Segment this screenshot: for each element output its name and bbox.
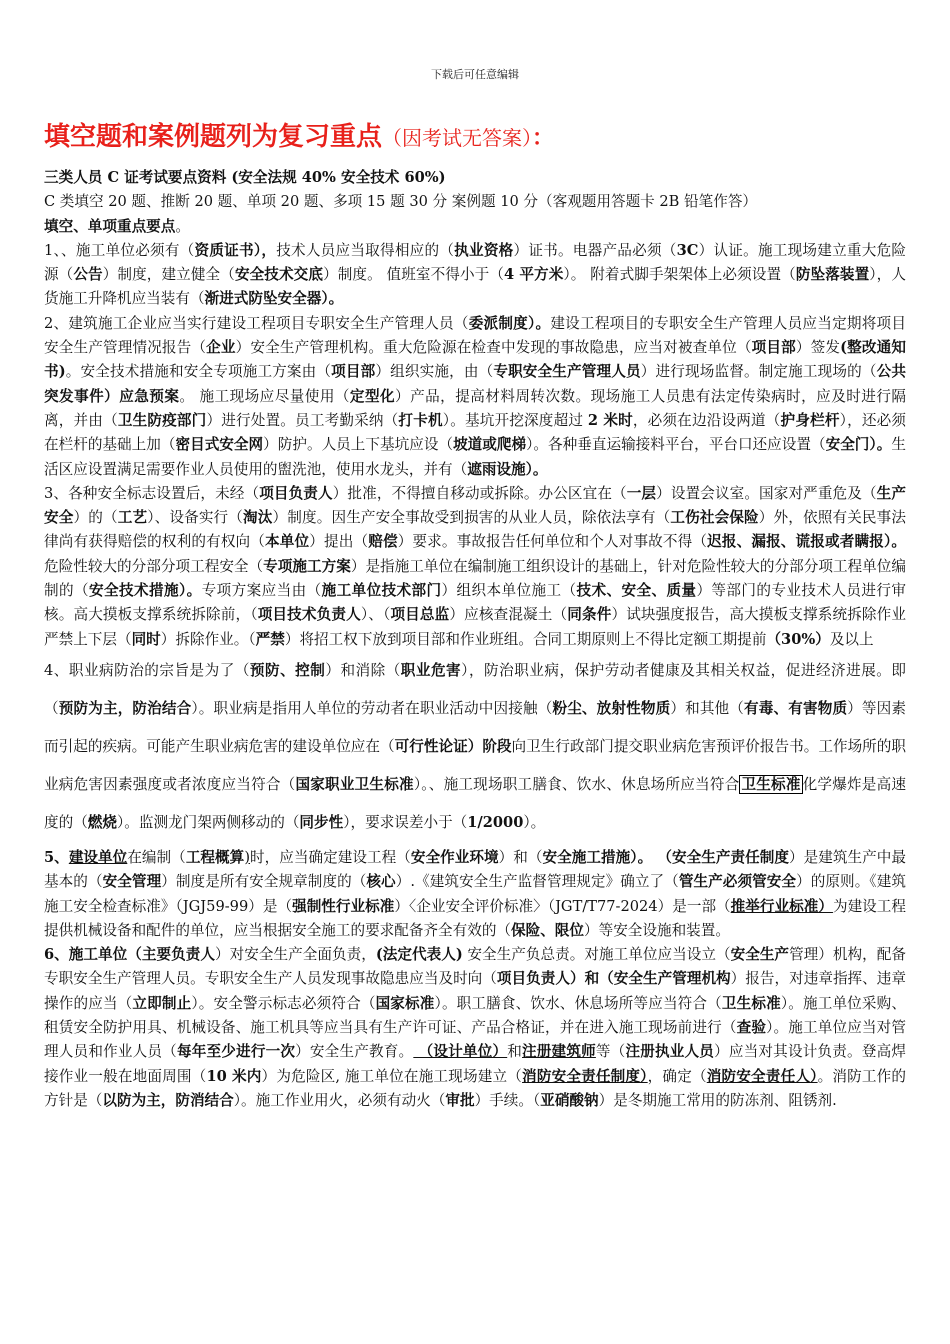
section-5-run: 强制性行业标准	[292, 897, 395, 915]
section-3-run: 危险性较大的分部分项工程安全（	[44, 557, 264, 575]
section-3-run: ）组织本单位施工（	[441, 582, 577, 600]
section-3-run: 技术、安全、质量	[576, 582, 697, 600]
section-2-run: ，必须在边沿设两道（	[632, 411, 781, 429]
section-5-run: 推举行业标准）	[730, 897, 833, 915]
section-5-run: ）〈企业安全评价标准〉（JGT/T77-2024）是一部（	[394, 897, 731, 915]
section-4-run: ）和其他（	[670, 699, 745, 717]
section-6-run: ）报告，对违章指挥、违章操作的应当（	[44, 970, 906, 1012]
section-5-run: 安全管理	[102, 873, 162, 891]
section-6-run: 卫生标准	[721, 994, 781, 1012]
section-5-run: 为建设工程提供机械设备和配件的单位，应当根据安全施工的要求配备齐全有效的（	[44, 897, 906, 939]
section-2-run: 建设工程项目的专职安全生产管理人员应当定期将项目安全生产管理情况报告（	[44, 314, 906, 357]
section-3-run: 同条件	[567, 606, 612, 624]
section-3-run: 专项施工方案	[263, 557, 351, 575]
section-2-run: 安全门	[825, 436, 870, 454]
section-3-run: 及以上	[829, 630, 874, 648]
section-1-run: 公告	[73, 266, 103, 284]
section-6-run: ）。安全警示标志必须符合（	[191, 994, 376, 1012]
section-1-run: 技术人员应当取得相应的（	[276, 241, 455, 259]
section-5-run: ）。 （	[630, 848, 672, 866]
section-1-run: 防坠落装置	[795, 266, 870, 284]
section-5-run: ）是建筑生产中最基本的（	[44, 848, 906, 891]
section-6-run: ）应当对其设计负责。登高焊接作业一般在地面周围（	[44, 1043, 906, 1085]
section-3-run: ）批准，不得擅自移动或拆除。办公区宜在（	[332, 484, 627, 502]
section-3-run: ）拆除作业。（	[160, 630, 256, 648]
section-6-run: ）是冬期施工常用的防冻剂、阻锈剂.	[598, 1091, 837, 1109]
section-1-run: ）证书。电器产品必须（	[513, 241, 677, 259]
section-2-run: 打卡机	[398, 411, 443, 429]
section-6-run: 。消防工作的方针是（	[44, 1067, 907, 1109]
section-5-run: 安全作业环境	[410, 848, 499, 866]
section-2-run: ）。	[528, 314, 551, 332]
section-1-run: ），	[253, 241, 277, 259]
section-1-run: 安全技术交底	[234, 266, 324, 284]
section-5-run: ）等安全设施和装置。	[584, 921, 730, 939]
section-6-run: 10 米内	[206, 1067, 262, 1085]
section-6-run: ）。施工单位采购、租赁安全防护用具、机械设备、施工机具等应当具有生产许可证、产品合格证，并在进入施工现场前进行（	[44, 994, 906, 1037]
section-2-run: ）。	[525, 460, 548, 478]
section-4-run: 同步性	[299, 813, 344, 831]
section-3-run: ）设置会议室。国家对严重危及（	[656, 484, 877, 502]
section-3-run: ）试块强度报告，高大摸板支撑系统拆除作业严禁上下层（	[44, 606, 906, 648]
intro-line-1: 三类人员 C 证考试要点资料 (安全法规 40% 安全技术 60%)	[44, 169, 446, 186]
section-2-run: 护身栏杆	[780, 411, 840, 429]
section-3-run: 同时	[131, 630, 161, 648]
section-2-run: (整改通知书)	[44, 339, 906, 381]
section-6-run: 安全生产负总责。对施工单位应当设立（	[462, 946, 731, 964]
section-5-run: 工程概算	[185, 848, 245, 866]
section-1-run: ）。 附着式脚手架架体上必须设置（	[563, 266, 796, 284]
section-2-run: 遮雨设施	[467, 460, 526, 478]
section-3-run: 生产安全	[44, 484, 906, 527]
header-note: 下载后可任意编辑	[431, 68, 519, 81]
section-1-run: ），人货施工升降机应当装有（	[44, 266, 906, 308]
section-5-run: 保险、限位	[511, 921, 584, 939]
section-2-run: 委派制度	[468, 314, 528, 332]
section-3-run: ）是指施工单位在编制施工组织设计的基础上，针对危险性较大的分部分项工程单位编制的（	[44, 557, 906, 600]
section-3-run: 淘汰	[243, 509, 273, 527]
section-4-run: 燃烧	[87, 813, 117, 831]
section-2	[44, 312, 906, 482]
section-2-run: 坡道或爬梯	[453, 436, 527, 454]
title-subtitle: （因考试无答案）	[382, 126, 533, 150]
section-3-run: ）外，依照有关民事法律尚有获得赔偿的权利的有权向（	[44, 509, 906, 551]
section-2-run: 公共突发事件）应急预案	[44, 363, 906, 405]
section-1-run: ）认证。施工现场建立重大危险源（	[44, 241, 906, 284]
section-4-run: ）。	[523, 813, 546, 831]
section-4	[44, 652, 906, 842]
intro-line-3-tail: 。	[175, 217, 190, 235]
section-4-run: ）等因素而引起的疾病。可能产生职业病危害的建设单位应在（	[44, 699, 906, 755]
section-6-run: ）为危险区, 施工单位在施工现场建立（	[261, 1067, 523, 1085]
title-colon: ：	[532, 125, 555, 151]
section-2-run: 2、建筑施工企业应当实行建设工程项目专职安全生产管理人员（	[44, 314, 469, 332]
section-5-run: 在编制（	[127, 848, 186, 866]
section-4-run: 化学爆炸是高速度的（	[44, 775, 906, 831]
section-5-run: 安全生产责任制度	[671, 848, 789, 866]
section-2-run: ）进行现场监督。制定施工现场的（	[640, 363, 877, 381]
section-6-run: 安全生产	[730, 946, 790, 964]
section-2-run: 企业	[206, 339, 236, 357]
section-2-run: 密目式安全网	[175, 436, 264, 454]
section-3-run: ）将招工权下放到项目部和作业班组。合同工期原则上不得比定额工期提前	[284, 630, 767, 648]
section-4-run: 预防、控制	[249, 661, 326, 679]
section-3-run: ）、（	[360, 606, 391, 624]
section-6-run: 审批	[445, 1091, 475, 1109]
section-6-run: 亚硝酸钠	[540, 1091, 599, 1109]
section-6-run: ）。施工单位应当对管理人员和作业人员（	[44, 1019, 906, 1061]
section-3-run: 安全技术措施	[88, 582, 179, 600]
section-3-run: ）。	[178, 582, 202, 600]
section-6-run: 6、施工单位（	[44, 946, 142, 964]
section-5-run: )	[244, 848, 251, 866]
section-1-run: 资质证书	[194, 241, 254, 259]
section-1-run: 渐进式防坠安全器	[204, 290, 322, 308]
section-6-run: 注册建筑师	[522, 1043, 596, 1061]
section-5-run: ）制度是所有安全规章制度的（	[161, 873, 367, 891]
section-3-run: 工伤社会保险	[670, 509, 759, 527]
section-5-run: ）.《建筑安全生产监督管理规定》确立了（	[395, 873, 679, 891]
page-title	[44, 120, 924, 155]
section-3-run: ）的（	[73, 509, 118, 527]
section-3-run: 专项方案应当由（	[201, 582, 322, 600]
section-2-run: ）产品，提高材料周转次数。现场施工人员患有法定传染病时，应及时进行隔离，并由（	[44, 387, 906, 429]
section-6-run: ）安全生产教育。	[295, 1043, 414, 1061]
section-3-run: ）应核查混凝土（	[449, 606, 568, 624]
section-2-run: 项目部	[751, 339, 796, 357]
section-4-run: 国家职业卫生标准	[295, 775, 414, 793]
section-2-run: 卫生防疫部门	[117, 411, 207, 429]
section-3-run: ）制度。因生产安全事故受到损害的从业人员，除依法享有（	[272, 509, 671, 527]
section-2-run: ）。基坑开挖深度超过	[442, 411, 588, 429]
section-5	[44, 846, 906, 943]
section-6-run: ）手续。（	[474, 1091, 541, 1109]
section-2-run: 2 米时	[587, 411, 633, 429]
intro-line-3	[44, 215, 906, 239]
section-6-run: 主要负责人	[141, 946, 216, 964]
section-3-run: 项目总监	[390, 606, 450, 624]
section-1-run: 4 平方米	[504, 266, 564, 284]
section-3-run: ）。	[883, 533, 906, 551]
section-3-run: 项目技术负责人	[257, 606, 361, 624]
section-6-run: 项目负责人）和（安全生产管理机构	[496, 970, 731, 988]
section-5-run: 安全施工措施	[542, 848, 631, 866]
section-2-run: ），还必须在栏杆的基础上加（	[44, 411, 906, 454]
section-5-run: ）的原则。《建筑施工安全检查标准》（JGJ59-99）是（	[44, 873, 906, 915]
section-3-run: ）、设备实行（	[147, 509, 244, 527]
section-2-run: ）。各种垂直运输接料平台，平台口还应设置（	[526, 436, 826, 454]
section-1	[44, 239, 906, 312]
section-2-run: 。安全技术措施和安全专项施工方案由（	[65, 363, 332, 381]
section-3-run: 迟报、漏报、谎报或者瞒报	[707, 533, 884, 551]
section-2-run: ）进行处置。员工考勤采纳（	[206, 411, 399, 429]
section-3-run: ）等部门的专业技术人员进行审核。高大摸板支撑系统拆除前，（	[44, 582, 906, 624]
section-6-run: (法定代表人)	[375, 946, 463, 964]
section-1-run: ）制度，建立健全（	[102, 266, 235, 284]
section-4-run: ），要求误差小于（	[343, 813, 468, 831]
section-2-run: 定型化	[349, 387, 396, 405]
section-3-run: 本单位	[265, 533, 310, 551]
section-4-run: ）。、施工现场职工膳食、饮水、休息场所应当符合	[413, 775, 740, 793]
section-4-run: 向卫生行政部门提交职业病危害预评价报告书。工作场所的职业病危害因素强度或者浓度应当符合（	[44, 737, 906, 793]
section-2-run: 项目部	[331, 363, 376, 381]
section-4-run: 粉尘、放射性物质	[552, 699, 671, 717]
section-6	[44, 943, 906, 1113]
section-3-run: 3、各种安全标志设置后，未经（	[44, 484, 260, 502]
section-4-run: 卫生标准	[741, 775, 801, 793]
section-6-run: （设计单位）	[413, 1043, 508, 1061]
section-4-run: 4、职业病防治的宗旨是为了（	[44, 661, 250, 679]
section-4-run: 1/2000	[467, 813, 524, 831]
section-6-run: 以防为主，防消结合	[102, 1091, 234, 1109]
section-6-run: ）。职工膳食、饮水、休息场所等应当符合（	[434, 994, 722, 1012]
section-4-run: ）。监测龙门架两侧移动的（	[117, 813, 300, 831]
title-main: 填空题和案例题列为复习重点	[44, 122, 383, 152]
section-4-run: ）阶段	[467, 737, 512, 755]
section-2-run: 专职安全生产管理人员	[493, 363, 641, 381]
section-2-run: 。 施工现场应尽量使用（	[179, 387, 350, 405]
section-2-run: 生活区应设置满足需要作业人员使用的盥洗池，使用水龙头，并有（	[44, 436, 906, 478]
section-5-run: 建设单位	[68, 848, 128, 866]
section-1-run: ）。	[321, 290, 344, 308]
section-3-run: 工艺	[117, 509, 148, 527]
section-4-run: 可行性论证	[394, 737, 468, 755]
section-1-run: 执业资格	[454, 241, 514, 259]
section-5-run: 时，应当确定建设工程（	[250, 848, 411, 866]
section-1-run: 3C	[676, 241, 699, 259]
section-6-run: 和	[507, 1043, 523, 1061]
section-6-run: 立即制止	[132, 994, 192, 1012]
section-4-run: 职业危害	[400, 661, 462, 679]
section-4-run: ）。职业病是指用人单位的劳动者在职业活动中因接触（	[191, 699, 553, 717]
section-5-run: 管生产必须管安全	[678, 873, 797, 891]
section-6-run: 每年至少进行一次	[176, 1043, 296, 1061]
intro-line-3-bold: 填空、单项重点要点	[44, 217, 176, 235]
section-4-run: ），防治职业病，保护劳动者健康及其相关权益，促进经济进展。即（	[44, 661, 906, 717]
section-1-run: ）制度。 值班室不得小于（	[323, 266, 505, 284]
section-6-run: 消防安全责任人）	[706, 1067, 818, 1085]
section-3-run: （30%）	[766, 630, 830, 648]
section-2-run: ）。	[869, 436, 892, 454]
section-3	[44, 482, 906, 652]
section-3-run: 项目负责人	[259, 484, 333, 502]
intro-line-2: C 类填空 20 题、推断 20 题、单项 20 题、多项 15 题 30 分 案例题 10 分（客观题用答题卡 2B 铅笔作答）	[44, 193, 758, 211]
section-6-run: 消防安全责任制度）	[522, 1067, 648, 1085]
section-6-run: 注册执业人员	[625, 1043, 715, 1061]
section-6-run: 管理）机构，配备专职安全生产管理人员。专职安全生产人员发现事故隐患应当及时向（	[44, 946, 906, 988]
section-2-run: ）组织实施，由（	[375, 363, 494, 381]
section-3-run: 一层	[626, 484, 657, 502]
section-6-run: ）对安全生产全面负责，	[215, 946, 376, 964]
section-5-run: 核心	[366, 873, 396, 891]
section-3-run: ）提出（	[309, 533, 369, 551]
section-6-run: 查验	[736, 1019, 767, 1037]
section-6-run: 国家标准	[375, 994, 435, 1012]
section-2-run: ）安全生产管理机构。重大危险源在检查中发现的事故隐患，应当对被查单位（	[235, 339, 752, 357]
section-3-run: ）要求。事故报告任何单位和个人对事故不得（	[397, 533, 708, 551]
section-1-run: 1、、施工单位必须有（	[44, 241, 195, 259]
section-4-run: 预防为主，防治结合	[58, 699, 192, 717]
section-4-run: ）和消除（	[325, 661, 401, 679]
section-6-run: ）。施工作业用火，必须有动火（	[233, 1091, 446, 1109]
section-3-run: 施工单位技术部门	[321, 582, 442, 600]
section-5-run: 5、	[44, 848, 69, 866]
section-2-run: ）签发	[795, 339, 841, 357]
section-3-run: 严禁	[255, 630, 285, 648]
section-6-run: 等（	[595, 1043, 626, 1061]
section-2-run: ）防护。人员上下基坑应设（	[263, 436, 454, 454]
section-6-run: ，确定（	[647, 1067, 707, 1085]
document-body	[44, 166, 906, 1113]
section-4-run: 有毒、有害物质	[744, 699, 848, 717]
section-5-run: ）和（	[498, 848, 543, 866]
section-3-run: 赔偿	[368, 533, 398, 551]
